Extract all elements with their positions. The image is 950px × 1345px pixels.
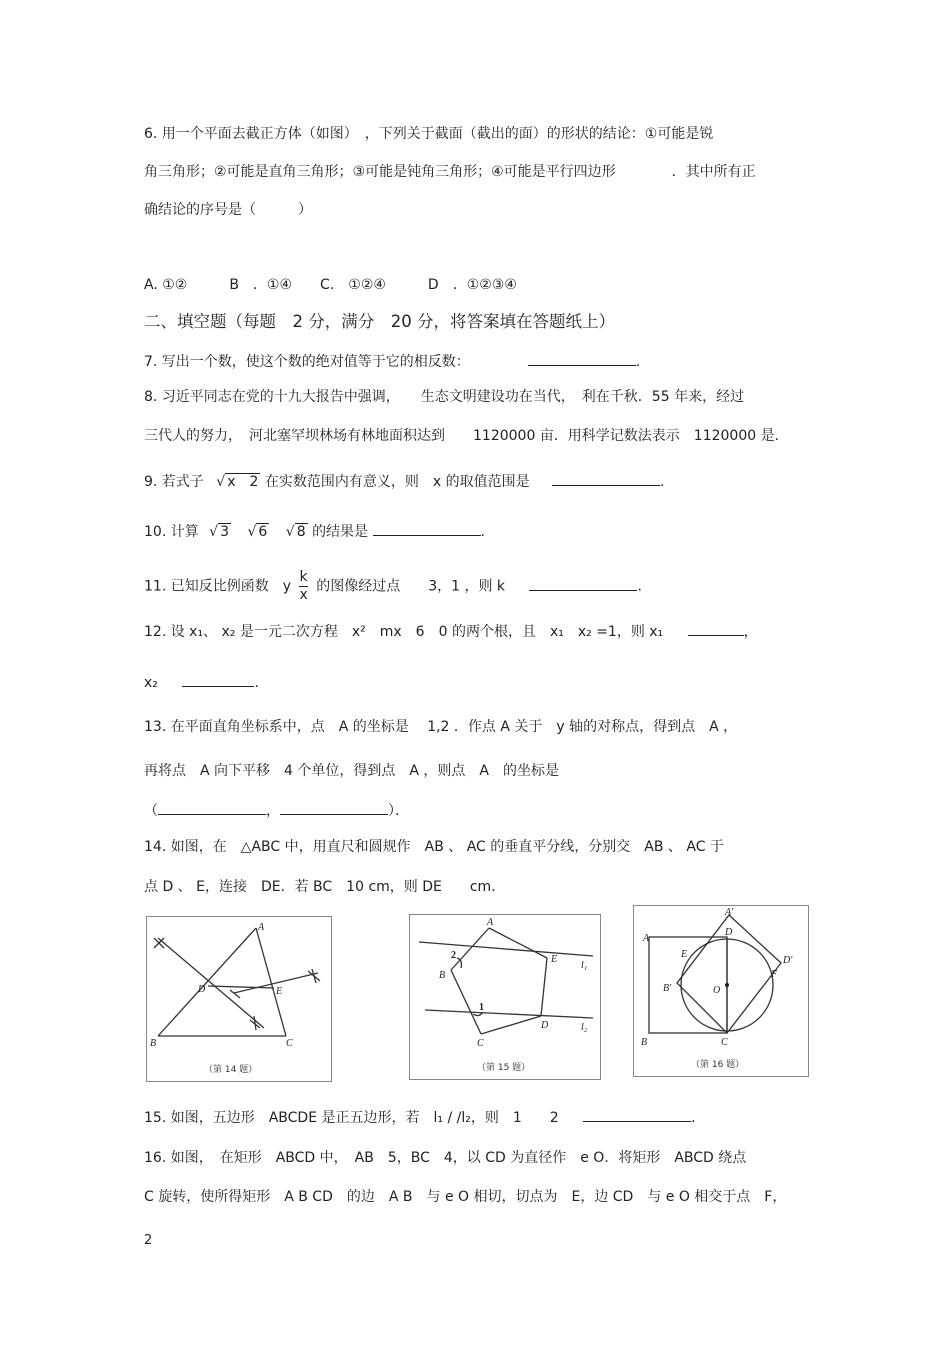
q6-line1: 6. 用一个平面去截正方体（如图） ，下列关于截面（截出的面）的形状的结论：①可能是锐 (144, 126, 714, 142)
q11-prefix: 11. 已知反比例函数 y (144, 578, 291, 595)
answer-blank (688, 621, 744, 636)
figure-16-caption: （第 16 题） (691, 1060, 745, 1070)
answer-blank (182, 672, 254, 687)
label-a-prime: A' (725, 907, 734, 918)
q14-line1: 14. 如图，在 △ABC 中，用直尺和圆规作 AB 、 AC 的垂直平分线，分别交 AB 、 AC 于 (144, 839, 724, 855)
answer-blank (528, 351, 636, 366)
figure-14 (146, 916, 332, 1082)
q13-line1: 13. 在平面直角坐标系中，点 A 的坐标是 1,2 ．作点 A 关于 y 轴的对称点，得到点 A ， (144, 719, 738, 735)
q10: 10. 计算 √ 3 √ 6 √ 8 的结果是 . (144, 521, 485, 541)
label-b: B (150, 1038, 157, 1049)
q10-radicand-2: 6 (258, 524, 268, 540)
figure-15 (409, 914, 601, 1080)
figure-14-svg (146, 916, 332, 1082)
q9-radicand: x 2 (227, 474, 259, 490)
label-e: E (551, 954, 558, 965)
denominator: x (299, 587, 308, 603)
label-angle-2: 2 (451, 950, 456, 961)
page-number: 2 (144, 1233, 153, 1248)
q16-line2: C 旋转，使所得矩形 A B CD 的边 A B 与 e O 相切，切点为 E，边 CD 与 e O 相交于点 F， (144, 1189, 787, 1205)
q13-line2: 再将点 A 向下平移 4 个单位，得到点 A ，则点 A 的坐标是 (144, 763, 559, 779)
q9-suffix: 在实数范围内有意义，则 x 的取值范围是 (264, 474, 530, 490)
answer-blank (552, 471, 660, 486)
q11-suffix: 的图像经过点 3，1 ，则 k (316, 578, 506, 595)
label-c: C (286, 1038, 293, 1049)
q8-line1: 8. 习近平同志在党的十九大报告中强调， 生态文明建设功在当代， 利在千秋．55 年来，经过 (144, 389, 745, 405)
answer-blank-x (158, 800, 266, 815)
q10-radicand-3: 8 (296, 524, 306, 540)
q10-prefix: 10. 计算 (144, 524, 199, 540)
label-a: A (643, 933, 650, 944)
q6-options: A. ①② B ．①④ C. ①②④ D ．①②③④ (144, 277, 517, 293)
comma: ， (266, 803, 280, 819)
q15: 15. 如图，五边形 ABCDE 是正五边形，若 l₁ / /l₂，则 1 2 . (144, 1107, 696, 1127)
sqrt-sign: √ (247, 524, 257, 540)
label-b: B (641, 1037, 648, 1048)
figure-16 (633, 905, 809, 1077)
label-d-prime: D' (783, 955, 793, 966)
q14-line2: 点 D 、 E，连接 DE．若 BC 10 cm，则 DE cm． (144, 879, 506, 895)
figure-14-caption: （第 14 题） (204, 1065, 258, 1075)
label-l2: l₂ (581, 1022, 588, 1033)
label-b: B (439, 970, 446, 981)
paren-open: （ (144, 803, 158, 819)
answer-blank-y (280, 800, 388, 815)
q12-line1: 12. 设 x₁、 x₂ 是一元二次方程 x² mx 6 0 的两个根，且 x₁ x₂ =1，则 x₁ ， (144, 621, 758, 641)
label-d: D (725, 927, 733, 938)
sqrt-sign: √ (216, 474, 226, 490)
label-angle-1: 1 (479, 1002, 484, 1013)
fraction (299, 569, 307, 604)
q13-line3 (144, 800, 409, 820)
q12-text: 12. 设 x₁、 x₂ 是一元二次方程 x² mx 6 0 的两个根，且 x₁ x₂ =1，则 x₁ (144, 624, 664, 640)
sqrt-sign: √ (285, 524, 295, 540)
label-c: C (721, 1037, 728, 1048)
label-l1: l₁ (581, 960, 588, 971)
numerator: k (299, 569, 308, 585)
center-dot (725, 983, 729, 987)
q6-line2: 角三角形；②可能是直角三角形；③可能是钝角三角形；④可能是平行四边形 ．其中所有正 (144, 164, 756, 180)
q8-line2: 三代人的努力， 河北塞罕坝林场有林地面积达到 1120000 亩．用科学记数法表示 1120000 是. (144, 428, 780, 444)
label-f: F (771, 969, 778, 980)
q9: 9. 若式子 √ x 2 在实数范围内有意义，则 x 的取值范围是 . (144, 471, 664, 491)
q7: 7. 写出一个数，使这个数的绝对值等于它的相反数： . (144, 351, 640, 371)
q9-prefix: 9. 若式子 (144, 474, 204, 490)
paren-close: ）． (388, 803, 409, 819)
q10-radicand-1: 3 (220, 524, 230, 540)
label-e: E (276, 986, 283, 997)
sqrt-sign: √ (209, 524, 219, 540)
figure-15-svg (409, 914, 601, 1080)
label-d: D (198, 984, 206, 995)
label-a: A (258, 922, 265, 933)
figure-16-svg (633, 905, 809, 1077)
q16-line1: 16. 如图， 在矩形 ABCD 中， AB 5，BC 4，以 CD 为直径作 e O．将矩形 ABCD 绕点 (144, 1150, 747, 1166)
q6-line3: 确结论的序号是（ ） (144, 202, 312, 218)
answer-blank (583, 1107, 691, 1122)
answer-blank (529, 576, 637, 591)
q12-line2: x₂ . (144, 672, 259, 692)
label-b-prime: B' (663, 983, 672, 994)
q12-x2: x₂ (144, 675, 158, 691)
label-a: A (487, 917, 494, 928)
q15-text: 15. 如图，五边形 ABCDE 是正五边形，若 l₁ / /l₂，则 1 2 (144, 1110, 559, 1126)
section-heading: 二、填空题（每题 2 分，满分 20 分，将答案填在答题纸上） (144, 312, 615, 331)
label-e: E (681, 949, 688, 960)
q10-suffix: 的结果是 (312, 524, 369, 540)
label-o: O (713, 985, 721, 996)
figure-15-caption: （第 15 题） (477, 1063, 531, 1073)
q7-text: 7. 写出一个数，使这个数的绝对值等于它的相反数： (144, 354, 470, 370)
label-c: C (477, 1038, 484, 1049)
q11: 11. 已知反比例函数 y $\frac{k}{x}$ 的图像经过点 3，1 ，则 k . (144, 569, 642, 603)
answer-blank (373, 521, 481, 536)
label-d: D (541, 1020, 549, 1031)
